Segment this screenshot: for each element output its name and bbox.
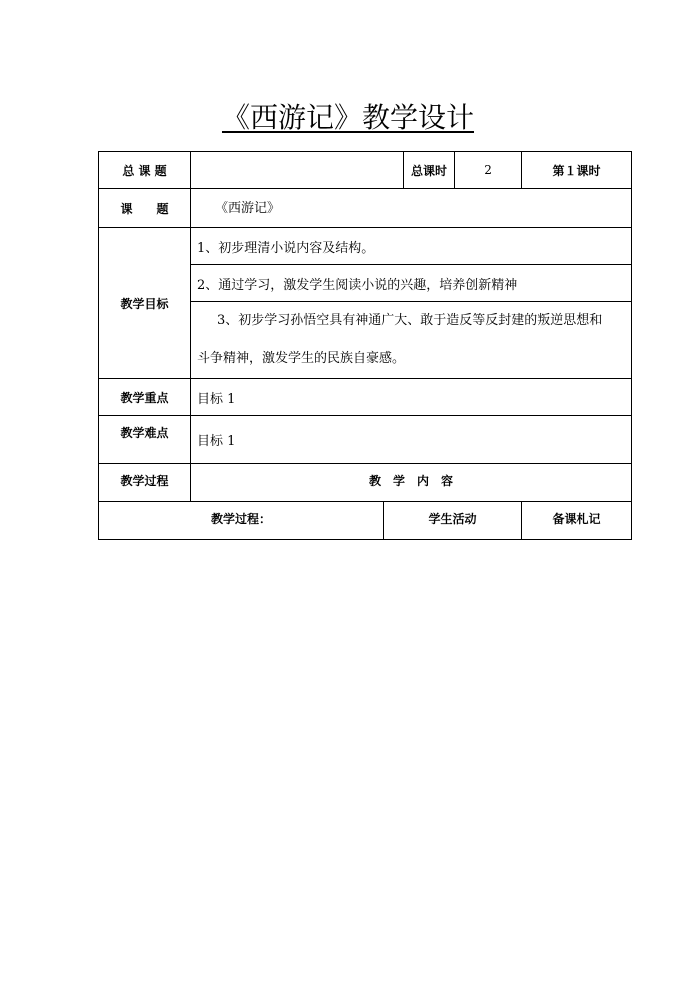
total-topic-value <box>191 152 404 189</box>
row-process <box>99 464 632 502</box>
total-topic-label: 总 课 题 <box>99 152 191 189</box>
goal-item-3: 3、初步学习孙悟空具有神通广大、敢于造反等反封建的叛逆思想和斗争精神，激发学生的民族自豪感。 <box>191 302 632 379</box>
row-total-topic <box>99 152 632 189</box>
total-hours-value: 2 <box>455 152 522 189</box>
notes-label: 备课札记 <box>522 502 632 540</box>
page-title: 《西游记》教学设计 <box>221 101 474 134</box>
session-label: 第１课时 <box>522 152 632 189</box>
topic-label: 课 题 <box>99 189 191 228</box>
row-footer <box>99 502 632 540</box>
goal-item-2: 2、通过学习，激发学生阅读小说的兴趣，培养创新精神 <box>191 265 632 302</box>
key-point-label: 教学重点 <box>99 379 191 416</box>
row-topic <box>99 189 632 228</box>
process-label: 教学过程 <box>99 464 191 502</box>
student-activity-label: 学生活动 <box>384 502 522 540</box>
row-difficulty <box>99 416 632 464</box>
content-header: 教 学 内 容 <box>191 464 632 502</box>
goal-item-1: 1、初步理清小说内容及结构。 <box>191 228 632 265</box>
process-footer-label: 教学过程： <box>99 502 384 540</box>
difficulty-value: 目标 1 <box>191 416 632 464</box>
row-key-point <box>99 379 632 416</box>
lesson-plan-table <box>98 151 632 540</box>
total-hours-label: 总课时 <box>404 152 455 189</box>
topic-value: 《西游记》 <box>191 189 632 228</box>
goal-row-1 <box>99 228 632 265</box>
goals-label: 教学目标 <box>99 228 191 379</box>
difficulty-label: 教学难点 <box>99 416 191 464</box>
key-point-value: 目标 1 <box>191 379 632 416</box>
